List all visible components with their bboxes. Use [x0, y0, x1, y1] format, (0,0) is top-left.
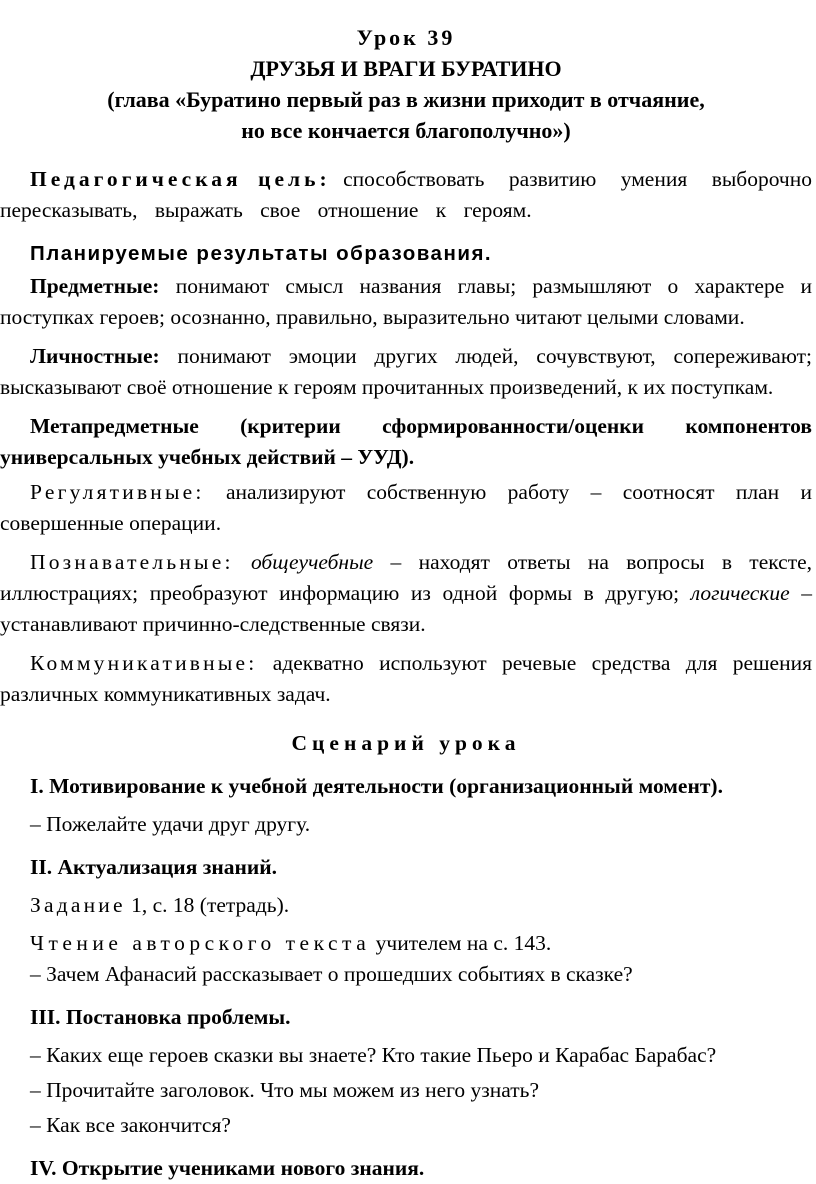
section-2-question: – Зачем Афанасий рассказывает о прошедших событиях в сказке? — [30, 962, 633, 986]
section-3-heading — [0, 1002, 812, 1033]
subject-text: понимают смысл названия главы; размышляют о характере и поступках героев; осознанно, правильно, выразительно читают целыми словами. — [0, 274, 813, 329]
cognitive-general-text: – находят ответы на вопросы в тексте, иллюстрациях; преобразуют информацию из одной формы в другую; — [0, 550, 813, 605]
task-text: 1, с. 18 (тетрадь). — [131, 893, 290, 917]
cognitive-label: Познавательные: — [30, 550, 234, 574]
regulatory-results — [0, 477, 812, 539]
task-label: Задание — [30, 893, 126, 917]
lesson-number: Урок 39 — [356, 25, 456, 50]
scenario-heading-text: Сценарий урока — [291, 731, 521, 755]
personal-results — [0, 341, 812, 403]
section-3-line-1: – Каких еще героев сказки вы знаете? Кто такие Пьеро и Карабас Барабас? — [30, 1043, 717, 1067]
communicative-results — [0, 648, 812, 710]
section-3-line-2: – Прочитайте заголовок. Что мы можем из него узнать? — [30, 1078, 540, 1102]
goal-text: способствовать развитию умения выборочно пересказывать, выражать свое отношение к героям. — [0, 167, 812, 222]
cognitive-results — [0, 547, 812, 640]
scenario-heading — [0, 728, 812, 759]
meta-heading-text: Метапредметные (критерии сформированности/оценки компонентов универсальных учебных действий – УУД). — [0, 414, 812, 469]
cognitive-general-label: общеучебные — [250, 550, 374, 574]
subject-results — [0, 271, 812, 333]
section-2-heading — [0, 852, 812, 883]
results-heading: Планируемые результаты образования. — [30, 242, 493, 265]
regulatory-text: анализируют собственную работу – соотносят план и совершенные операции. — [0, 480, 813, 535]
regulatory-label: Регулятивные: — [30, 480, 205, 504]
cognitive-logical-label: логические — [690, 581, 790, 605]
section-1-heading — [0, 771, 812, 802]
cognitive-logical-text: – устанавливают причинно-следственные связи. — [0, 581, 812, 636]
section-2-task — [0, 890, 812, 921]
goal-label: Педагогическая цель: — [30, 167, 331, 191]
personal-label: Личностные: — [30, 344, 160, 368]
chapter-line-2: но все кончается благополучно») — [241, 118, 571, 143]
section-3-line-3: – Как все закончится? — [30, 1113, 231, 1137]
section-2-reading — [0, 928, 812, 959]
section-2-heading-text: II. Актуализация знаний. — [30, 855, 278, 879]
lesson-title: ДРУЗЬЯ И ВРАГИ БУРАТИНО — [250, 56, 562, 81]
reading-label: Чтение авторского текста — [30, 931, 371, 955]
section-1-line: – Пожелайте удачи друг другу. — [30, 812, 311, 836]
communicative-text: адекватно используют речевые средства для решения различных коммуникативных задач. — [0, 651, 812, 706]
section-4-heading — [0, 1153, 812, 1184]
communicative-label: Коммуникативные: — [30, 651, 258, 675]
chapter-line-1: (глава «Буратино первый раз в жизни приходит в отчаяние, — [107, 87, 705, 112]
section-3-heading-text: III. Постановка проблемы. — [30, 1005, 291, 1029]
meta-heading — [0, 411, 812, 473]
reading-text: учителем на с. 143. — [375, 931, 552, 955]
goal-paragraph — [0, 164, 812, 226]
section-1-heading-text: I. Мотивирование к учебной деятельности (организационный момент). — [30, 774, 723, 798]
section-4-heading-text: IV. Открытие учениками нового знания. — [30, 1156, 425, 1180]
subject-label: Предметные: — [30, 274, 160, 298]
personal-text: понимают эмоции других людей, сочувствуют, сопереживают; высказывают своё отношение к героям прочитанных произведений, к их поступкам. — [0, 344, 812, 399]
